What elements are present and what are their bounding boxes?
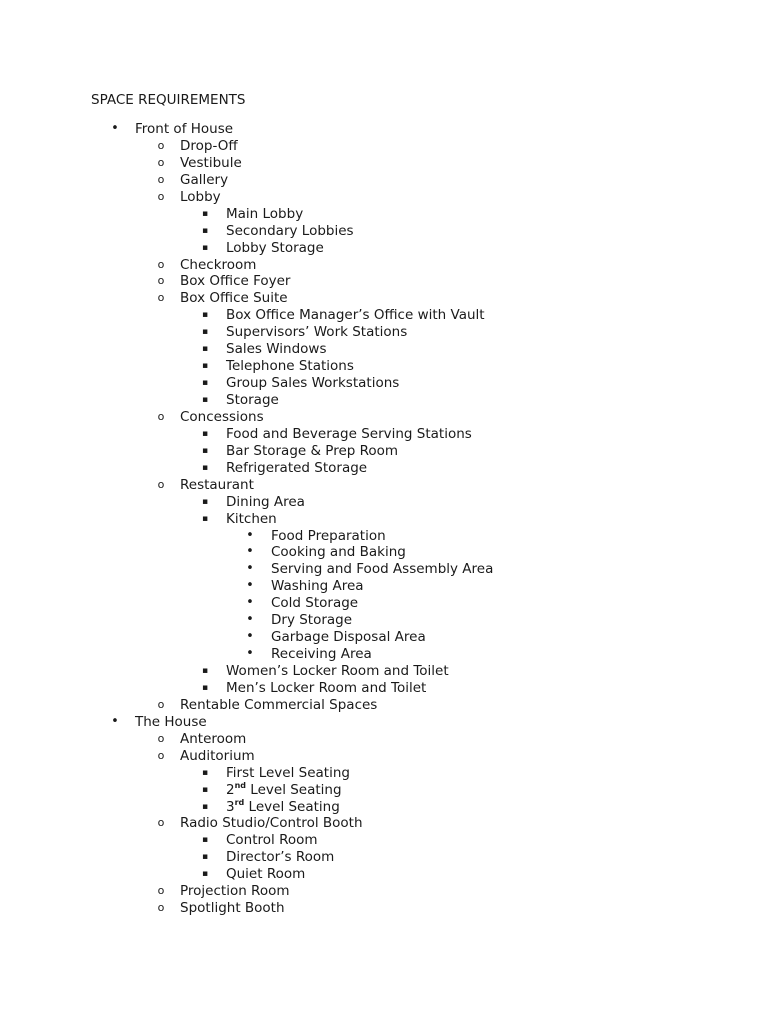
list-item-text: Box Office Foyer <box>180 273 291 290</box>
list-item-text: Dry Storage <box>271 612 353 629</box>
list-item <box>0 155 768 172</box>
bullet-marker: ▪ <box>201 462 209 473</box>
bullet-marker: • <box>246 544 254 560</box>
bullet-marker: ▪ <box>201 682 209 693</box>
list-item <box>0 494 768 511</box>
list-item <box>0 900 768 917</box>
list-item <box>0 172 768 189</box>
ordinal-suffix: rd <box>234 797 245 807</box>
list-item <box>0 206 768 223</box>
list-item <box>0 714 768 731</box>
list-item-text: Telephone Stations <box>226 358 354 375</box>
list-item-text: Food and Beverage Serving Stations <box>226 425 472 442</box>
list-item-text: First Level Seating <box>226 764 350 781</box>
list-item-text: Vestibule <box>180 154 242 171</box>
list-item-text: Refrigerated Storage <box>226 459 368 476</box>
list-item <box>0 138 768 155</box>
list-item <box>0 223 768 240</box>
list-item <box>0 189 768 206</box>
bullet-marker: ▪ <box>201 310 209 321</box>
list-item <box>0 324 768 341</box>
list-item-text: Secondary Lobbies <box>226 222 354 239</box>
list-item <box>0 409 768 426</box>
bullet-marker: ▪ <box>201 242 209 253</box>
list-item <box>0 257 768 274</box>
list-item-text: Storage <box>226 392 279 408</box>
list-item-text: Garbage Disposal Area <box>271 629 426 646</box>
ordinal-number: 2 <box>226 781 235 798</box>
list-item <box>0 460 768 477</box>
ordinal-suffix: nd <box>234 780 247 790</box>
list-item-text: Spotlight Booth <box>180 900 285 917</box>
document-title: SPACE REQUIREMENTS <box>91 92 246 108</box>
list-item-text: Bar Storage & Prep Room <box>226 442 399 459</box>
list-item <box>0 612 768 629</box>
bullet-marker: ▪ <box>201 445 209 456</box>
bullet-marker: • <box>246 595 254 611</box>
list-item <box>0 341 768 358</box>
list-item <box>0 646 768 663</box>
bullet-marker: o <box>157 901 165 915</box>
bullet-marker: ▪ <box>201 344 209 355</box>
bullet-marker: ▪ <box>201 428 209 439</box>
list-item <box>0 748 768 765</box>
list-item-text: Group Sales Workstations <box>226 375 400 392</box>
bullet-marker: • <box>111 713 119 729</box>
list-item-text: Receiving Area <box>271 646 372 663</box>
bullet-marker: ▪ <box>201 225 209 236</box>
bullet-marker: ▪ <box>201 361 209 372</box>
bullet-marker: o <box>157 816 165 830</box>
list-item <box>0 595 768 612</box>
list-item <box>0 832 768 849</box>
ordinal-rest: Level Seating <box>246 781 342 798</box>
bullet-marker: o <box>157 477 165 491</box>
list-item-text: Box Office Manager’s Office with Vault <box>226 307 485 324</box>
bullet-marker: • <box>246 527 254 543</box>
list-item-text: Women’s Locker Room and Toilet <box>226 663 449 679</box>
list-item-text: Projection Room <box>180 883 290 900</box>
list-item-text: Dining Area <box>226 493 305 510</box>
bullet-marker: • <box>111 121 119 136</box>
bullet-marker: ▪ <box>201 666 209 676</box>
list-item <box>0 375 768 392</box>
list-item-text <box>226 799 340 816</box>
list-item <box>0 883 768 900</box>
list-item <box>0 866 768 883</box>
list-item <box>0 358 768 375</box>
list-item <box>0 307 768 324</box>
list-item <box>0 511 768 528</box>
list-item-text: Drop-Off <box>180 137 238 154</box>
list-item-text: Rentable Commercial Spaces <box>180 696 378 713</box>
bullet-marker: ▪ <box>201 395 209 405</box>
list-item <box>0 799 768 816</box>
list-item <box>0 392 768 409</box>
list-item <box>0 443 768 460</box>
list-item-text: The House <box>135 713 207 730</box>
list-item <box>0 629 768 646</box>
list-item-text: Front of House <box>135 121 234 137</box>
list-item-text: Cooking and Baking <box>271 544 406 561</box>
ordinal-rest: Level Seating <box>244 798 340 815</box>
bullet-marker: o <box>157 884 165 898</box>
list-item-text: Concessions <box>180 408 264 425</box>
list-item-text: Washing Area <box>271 578 364 595</box>
list-item-text: Checkroom <box>180 256 257 273</box>
bullet-marker: ▪ <box>201 784 209 795</box>
bullet-marker: ▪ <box>201 835 209 846</box>
list-item-text: Food Preparation <box>271 527 386 544</box>
bullet-marker: ▪ <box>201 767 209 778</box>
list-item <box>0 765 768 782</box>
bullet-marker: o <box>157 189 165 203</box>
bullet-marker: • <box>246 629 254 645</box>
list-item <box>0 578 768 595</box>
bullet-marker: ▪ <box>201 869 209 880</box>
list-item-text: Lobby Storage <box>226 239 324 256</box>
list-item <box>0 782 768 799</box>
list-item <box>0 544 768 561</box>
list-item-text: Quiet Room <box>226 866 306 883</box>
bullet-marker: o <box>157 274 165 288</box>
bullet-marker: ▪ <box>201 496 209 507</box>
bullet-marker: o <box>157 697 165 711</box>
ordinal-number: 3 <box>226 798 235 815</box>
bullet-marker: o <box>157 731 165 745</box>
bullet-marker: • <box>246 612 254 628</box>
list-item-text: Box Office Suite <box>180 290 288 307</box>
list-item-text <box>226 782 342 799</box>
list-item-text: Radio Studio/Control Booth <box>180 815 363 832</box>
outline-list <box>0 121 768 917</box>
bullet-marker: • <box>246 578 254 594</box>
list-item <box>0 561 768 578</box>
bullet-marker: o <box>157 748 165 762</box>
bullet-marker: ▪ <box>201 208 209 219</box>
bullet-marker: o <box>157 409 165 423</box>
list-item-text: Sales Windows <box>226 341 327 358</box>
list-item-text: Supervisors’ Work Stations <box>226 324 408 341</box>
list-item <box>0 290 768 307</box>
list-item <box>0 663 768 680</box>
list-item <box>0 273 768 290</box>
list-item <box>0 815 768 832</box>
list-item <box>0 240 768 257</box>
list-item <box>0 426 768 443</box>
bullet-marker: o <box>157 291 165 305</box>
list-item <box>0 528 768 545</box>
bullet-marker: ▪ <box>201 852 209 863</box>
bullet-marker: o <box>157 155 165 169</box>
list-item-text: Gallery <box>180 171 229 188</box>
bullet-marker: o <box>157 172 165 186</box>
list-item <box>0 731 768 748</box>
bullet-marker: o <box>157 138 165 152</box>
bullet-marker: ▪ <box>201 801 209 812</box>
list-item <box>0 680 768 697</box>
list-item-text: Men’s Locker Room and Toilet <box>226 679 427 696</box>
bullet-marker: ▪ <box>201 327 209 338</box>
bullet-marker: ▪ <box>201 513 209 524</box>
list-item-text: Restaurant <box>180 476 254 493</box>
list-item-text: Anteroom <box>180 730 247 747</box>
list-item-text: Director’s Room <box>226 849 335 866</box>
list-item-text: Serving and Food Assembly Area <box>271 561 494 578</box>
list-item <box>0 121 768 138</box>
list-item-text: Cold Storage <box>271 595 359 612</box>
list-item-text: Main Lobby <box>226 205 304 222</box>
list-item <box>0 697 768 714</box>
list-item <box>0 849 768 866</box>
list-item-text: Kitchen <box>226 510 277 527</box>
list-item-text: Auditorium <box>180 747 255 764</box>
bullet-marker: o <box>157 257 165 271</box>
list-item-text: Control Room <box>226 832 318 849</box>
bullet-marker: ▪ <box>201 378 209 389</box>
bullet-marker: • <box>246 646 254 662</box>
bullet-marker: • <box>246 561 254 577</box>
list-item <box>0 477 768 494</box>
list-item-text: Lobby <box>180 188 221 205</box>
